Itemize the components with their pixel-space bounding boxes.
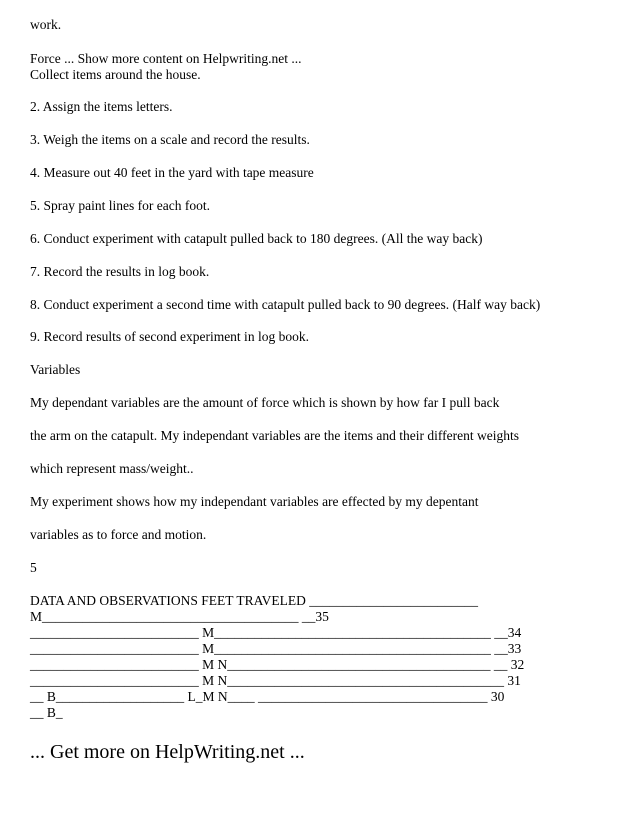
text-line: 6. Conduct experiment with catapult pulled back to 180 degrees. (All the way back) [30, 231, 483, 246]
data-row: __ B___________________ L_M N____ __________________________________ 30 [30, 689, 505, 704]
text-line: My experiment shows how my independant variables are effected by my depentant [30, 494, 479, 509]
text-line: 8. Conduct experiment a second time with catapult pulled back to 90 degrees. (Half way back) [30, 297, 541, 312]
text-line: the arm on the catapult. My independant variables are the items and their different weights [30, 428, 519, 443]
data-row: _________________________ M N_________________________________________ 31 [30, 673, 521, 688]
text-line: variables as to force and motion. [30, 527, 207, 542]
text-line: work. [30, 17, 62, 32]
text-line: 2. Assign the items letters. [30, 99, 173, 114]
text-line: 7. Record the results in log book. [30, 264, 210, 279]
data-row: _________________________ M_________________________________________ __34 [30, 625, 522, 640]
section-heading: Variables [30, 362, 81, 377]
text-line: 5. Spray paint lines for each foot. [30, 198, 210, 213]
page-number: 5 [30, 560, 37, 575]
data-row: _________________________ M N_______________________________________ __ 32 [30, 657, 525, 672]
get-more-link[interactable]: ... Get more on HelpWriting.net ... [30, 741, 305, 763]
text-line: 4. Measure out 40 feet in the yard with tape measure [30, 165, 314, 180]
more-content-link[interactable]: Force ... Show more content on Helpwriting.net ... [30, 51, 302, 66]
data-heading: DATA AND OBSERVATIONS FEET TRAVELED _________________________ [30, 593, 478, 608]
data-row: _________________________ M_________________________________________ __33 [30, 641, 522, 656]
text-line: which represent mass/weight.. [30, 461, 194, 476]
text-line: Collect items around the house. [30, 67, 201, 82]
text-line: 9. Record results of second experiment in log book. [30, 329, 309, 344]
data-row: __ B_ [30, 705, 63, 720]
text-line: My dependant variables are the amount of force which is shown by how far I pull back [30, 395, 500, 410]
text-line: 3. Weigh the items on a scale and record the results. [30, 132, 310, 147]
data-row: M______________________________________ __35 [30, 609, 329, 624]
